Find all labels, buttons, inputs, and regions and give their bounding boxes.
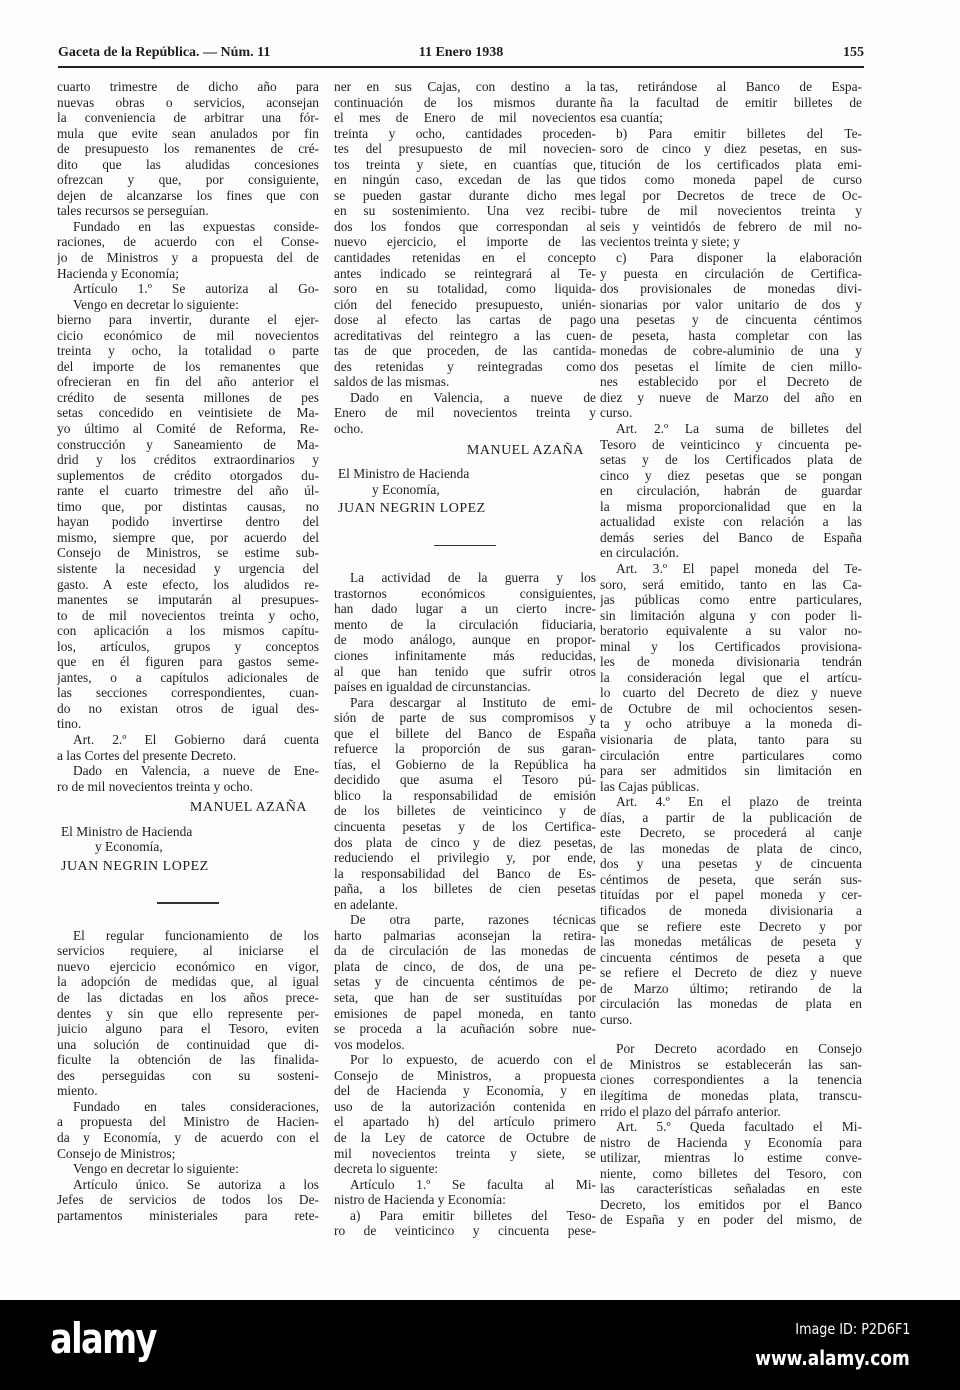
- paragraph: [57, 219, 319, 281]
- text-line: las monedas metálicas de peseta y: [600, 934, 862, 950]
- text-line: en su sostenimiento. Una vez recibi-: [334, 203, 596, 219]
- text-line: ciones correspondientes a la tenencia: [600, 1072, 862, 1088]
- text-line: Tesoro de veinticinco y cincuenta pe-: [600, 436, 862, 452]
- text-line: tales recursos se perseguían.: [57, 203, 209, 219]
- text-line: trastornos económicos consiguientes,: [334, 585, 596, 601]
- text-line: jo de Ministros y a propuesta del de: [57, 250, 319, 266]
- text-line: mento de la circulación fiduciaria,: [334, 616, 596, 632]
- page-header: [58, 45, 864, 65]
- text-line: circulación las monedas de plata en: [600, 996, 862, 1012]
- text-line: la consideración legal que el artícu-: [600, 669, 862, 685]
- paragraph: [600, 794, 862, 1027]
- text-line: dos los fondos que correspondan al: [334, 218, 596, 234]
- text-line: continuación de los mismos durante: [334, 94, 596, 110]
- text-line: días, a partir de la publicación de: [600, 809, 862, 825]
- page-number: 155: [843, 45, 864, 60]
- text-line: decidido que asuma el Tesoro pú-: [334, 772, 596, 788]
- text-line: servicios requiere, al iniciarse el: [57, 943, 319, 959]
- text-line: céntimos de peseta, que serán sus-: [600, 871, 862, 887]
- text-line: ofrecieran en fin del año anterior el: [57, 374, 319, 390]
- text-line: dos plata de cinco y de diez pesetas,: [334, 834, 596, 850]
- text-line: plata de cinco, de dos, de una pe-: [334, 958, 596, 974]
- text-line: De otra parte, razones técnicas: [350, 912, 596, 928]
- text-line: una pesetas y de cincuenta céntimos: [600, 312, 862, 328]
- text-line: cincuenta pesetas y de los Certifica-: [334, 819, 596, 835]
- text-line: Fundado en tales consideraciones,: [73, 1098, 319, 1114]
- text-line: los, artículos, grupos y conceptos: [57, 638, 319, 654]
- text-line: de Marzo último; retirando de la: [600, 980, 862, 996]
- text-line: han dado lugar a un cierto incre-: [334, 601, 596, 617]
- paragraph: [57, 763, 319, 794]
- text-line: tino.: [57, 716, 82, 732]
- text-line: a las Cortes del presente Decreto.: [57, 747, 237, 763]
- paragraph: [57, 732, 319, 763]
- text-line: soro en su totalidad, como liquida-: [334, 281, 596, 297]
- text-line: vos modelos.: [334, 1036, 405, 1052]
- text-line: rante el cuarto trimestre del año úl-: [57, 483, 319, 499]
- text-line: la responsabilidad del Banco de Es-: [334, 865, 596, 881]
- text-line: Artículo único. Se autoriza a los: [73, 1176, 319, 1192]
- text-line: tas de que proceden, de las cantida-: [334, 343, 596, 359]
- text-line: y puesta en circulación de Certifica-: [600, 265, 862, 281]
- text-line: países en igualdad de circunstancias.: [334, 679, 531, 695]
- text-line: mula que evite sean anulados por fin: [57, 125, 319, 141]
- text-line: ña la facultad de emitir billetes de: [600, 94, 862, 110]
- text-line: Art. 2.º La suma de billetes del: [616, 421, 862, 437]
- text-line: sión de parte de sus compromisos y: [334, 710, 596, 726]
- text-line: partamentos ministeriales para rete-: [57, 1207, 319, 1223]
- text-line: cincuenta céntimos de peseta a que: [600, 949, 862, 965]
- text-line: este Decreto, se procederá al canje: [600, 825, 862, 841]
- paragraph: [57, 1099, 319, 1161]
- paragraph: [600, 79, 862, 126]
- text-line: nes establecido por el Decreto de: [600, 374, 862, 390]
- signature-line: y Economía,: [95, 839, 163, 855]
- text-line: de la Ley de catorce de Octubre de: [334, 1129, 596, 1145]
- text-line: sionarias por valor unitario de dos y: [600, 296, 862, 312]
- text-line: a propuesta del Ministro de Hacien-: [57, 1114, 319, 1130]
- text-line: la adopción de medidas que, al igual: [57, 974, 319, 990]
- text-line: titución de los certificados plata emi-: [600, 156, 862, 172]
- text-line: nuevo ejercicio, el importe de las: [334, 234, 596, 250]
- text-line: yo último al Comité de Reforma, Re-: [57, 421, 319, 437]
- text-line: mil novecientos treinta y siete, se: [334, 1145, 596, 1161]
- text-line: las secciones correspondientes, cuan-: [57, 685, 319, 701]
- text-line: beratorio equivalente a su valor no-: [600, 623, 862, 639]
- text-line: refuerce la proporción de sus garan-: [334, 741, 596, 757]
- signature-line: JUAN NEGRIN LOPEZ: [338, 501, 486, 517]
- text-line: cinco y diez pesetas que se pongan: [600, 467, 862, 483]
- text-line: una solución de continuidad que di-: [57, 1036, 319, 1052]
- text-line: niente, como billetes del Tesoro, con: [600, 1165, 862, 1181]
- paragraph: [600, 421, 862, 561]
- text-line: de las monedas de plata de cinco,: [600, 840, 862, 856]
- text-line: da y Economía, y de acuerdo con el: [57, 1129, 319, 1145]
- signature-line: El Ministro de Hacienda: [338, 466, 470, 482]
- text-line: circulación entre particulares como: [600, 747, 862, 763]
- text-line: al que han tenido que sufrir otros: [334, 663, 596, 679]
- text-line: legal por Decretos de trece de Oc-: [600, 187, 862, 203]
- text-line: tas, retirándose al Banco de Espa-: [600, 79, 862, 94]
- text-line: de las dictadas en los años prece-: [57, 990, 319, 1006]
- text-line: vecientos treinta y siete; y: [600, 234, 740, 250]
- section-divider: [157, 902, 219, 904]
- text-line: emisiones de papel moneda, en tanto: [334, 1005, 596, 1021]
- text-line: Consejo de Ministros;: [57, 1145, 176, 1161]
- text-line: la conveniencia de arbitrar una fór-: [57, 110, 319, 126]
- text-line: que el billete del Banco de España: [334, 725, 596, 741]
- section-divider: [434, 545, 496, 547]
- text-line: setas y de los Certificados plata de: [600, 452, 862, 468]
- text-line: cantidades retenidas en el concepto: [334, 250, 596, 266]
- text-line: jantes, o a capítulos adicionales de: [57, 669, 319, 685]
- text-line: diez y nueve de Marzo del año en: [600, 389, 862, 405]
- text-line: nistro de Hacienda y Economía para: [600, 1134, 862, 1150]
- text-line: ficulte la obtención de las finalida-: [57, 1052, 319, 1068]
- text-line: monedas de cobre-aluminio de una y: [600, 343, 862, 359]
- paragraph: [57, 1177, 319, 1224]
- text-line: que en él figuren para gastos seme-: [57, 654, 319, 670]
- text-line: que se refiere este Decreto y por: [600, 918, 862, 934]
- text-line: decreta lo siguente:: [334, 1161, 439, 1177]
- text-line: Por Decreto acordado en Consejo: [616, 1041, 862, 1057]
- text-line: Dado en Valencia, a nueve de: [350, 389, 596, 405]
- text-line: Art. 5.º Queda facultado el Mi-: [616, 1119, 862, 1135]
- text-line: sin limitación alguna y con poder li-: [600, 607, 862, 623]
- text-line: el apartado h) del artículo primero: [334, 1114, 596, 1130]
- text-line: de los billetes de veinticinco y de: [334, 803, 596, 819]
- text-line: Fundado en las expuestas conside-: [73, 218, 319, 234]
- text-line: tituídas por el papel moneda y cer-: [600, 887, 862, 903]
- text-line: soro de cinco y diez pesetas, en sus-: [600, 141, 862, 157]
- text-line: se pueden gastar durante dicho mes: [334, 187, 596, 203]
- text-line: de Octubre de mil ochocientos sesen-: [600, 700, 862, 716]
- text-column-1: [57, 79, 319, 1223]
- paragraph: [600, 1041, 862, 1119]
- text-line: Dado en Valencia, a nueve de Ene-: [73, 763, 319, 779]
- text-line: harto palmarias aconsejan la retira-: [334, 927, 596, 943]
- text-line: crédito de sesenta millones de pes: [57, 389, 319, 405]
- text-line: sistente la necesidad y urgencia del: [57, 560, 319, 576]
- text-line: ocho.: [334, 421, 364, 437]
- text-line: lo cuarto del Decreto de diez y nueve: [600, 685, 862, 701]
- paragraph: [57, 281, 319, 297]
- text-line: des perseguidas con su sosteni-: [57, 1067, 319, 1083]
- text-line: utilizar, mientras lo estime conve-: [600, 1150, 862, 1166]
- paragraph: [334, 695, 596, 913]
- text-line: ro de veinticinco y cincuenta pese-: [334, 1223, 596, 1239]
- text-line: del de Hacienda y Economía, y en: [334, 1083, 596, 1099]
- text-column-3: [600, 79, 862, 1228]
- text-line: paña, a los billetes de cien pesetas: [334, 881, 596, 897]
- text-line: jas públicas como entre particulares,: [600, 592, 862, 608]
- text-line: treinta y ocho, cantidades proceden-: [334, 125, 596, 141]
- text-line: visionaria de plata, tanto para su: [600, 731, 862, 747]
- text-line: Artículo 1.º Se faculta al Mi-: [350, 1176, 596, 1192]
- text-line: dos pesetas el límite de cien millo-: [600, 358, 862, 374]
- text-line: saldos de las mismas.: [334, 374, 450, 390]
- text-line: seta, que han de ser sustituídas por: [334, 990, 596, 1006]
- text-line: dose al efecto las cartas de pago: [334, 312, 596, 328]
- text-line: treinta y ocho, la totalidad o parte: [57, 343, 319, 359]
- text-line: tificados de moneda divisionaria a: [600, 902, 862, 918]
- text-line: el mes de Enero de mil novecientos: [334, 110, 596, 126]
- text-line: timo que, por distintas causas, no: [57, 498, 319, 514]
- text-line: tos treinta y siete, en cuantías que,: [334, 156, 596, 172]
- text-line: de modo análogo, aunque en propor-: [334, 632, 596, 648]
- text-line: dito que las aludidas concesiones: [57, 156, 319, 172]
- text-line: Art. 4.º En el plazo de treinta: [616, 794, 862, 810]
- text-line: acreditativas del reintegro a las cuen-: [334, 327, 596, 343]
- paragraph: [334, 1052, 596, 1176]
- text-line: setas y de cincuenta céntimos de pe-: [334, 974, 596, 990]
- text-line: antes indicado se reintegrará al Te-: [334, 265, 596, 281]
- text-line: ción del fenecido presupuesto, unién-: [334, 296, 596, 312]
- paragraph: [600, 1119, 862, 1228]
- text-line: des retenidas y reintegradas como: [334, 358, 596, 374]
- text-line: cuarto trimestre de dicho año para: [57, 79, 319, 94]
- text-line: en ningún caso, excedan de las que: [334, 172, 596, 188]
- text-line: bierno para invertir, durante el ejer-: [57, 312, 319, 328]
- paragraph: [334, 570, 596, 694]
- paragraph: [57, 312, 319, 732]
- text-line: uso de la autorización contenida en: [334, 1098, 596, 1114]
- paragraph: [334, 390, 596, 437]
- paragraph: [57, 79, 319, 219]
- text-line: La actividad de la guerra y los: [350, 570, 596, 586]
- text-line: les de moneda divisionaria tendrán: [600, 654, 862, 670]
- text-line: Enero de mil novecientos treinta y: [334, 405, 596, 421]
- minister-signature-block: [334, 466, 596, 517]
- text-line: nistro de Hacienda y Economía:: [334, 1192, 506, 1208]
- paragraph: [57, 1161, 319, 1177]
- text-line: reduciendo el privilegio y, por ende,: [334, 850, 596, 866]
- publication-title: Gaceta de la República. — Núm. 11: [58, 45, 271, 60]
- text-line: esa cuantía;: [600, 110, 663, 126]
- text-line: Consejo de Ministros, a propuesta: [334, 1067, 596, 1083]
- text-line: tías, el Gobierno de la República ha: [334, 756, 596, 772]
- text-line: ta y ocho atribuye a la moneda di-: [600, 716, 862, 732]
- text-line: las características señaladas en este: [600, 1181, 862, 1197]
- text-line: demás series del Banco de España: [600, 529, 862, 545]
- text-line: da de circulación de las monedas de: [334, 943, 596, 959]
- text-line: Decreto, los emitidos por el Banco: [600, 1196, 862, 1212]
- signature-line: y Economía,: [372, 481, 440, 497]
- text-line: Artículo 1.º Se autoriza al Go-: [73, 281, 319, 297]
- text-line: dos provisionales de monedas divi-: [600, 281, 862, 297]
- text-line: gasto. A este efecto, los aludidos re-: [57, 576, 319, 592]
- text-line: la misma proporcionalidad que en la: [600, 498, 862, 514]
- text-line: se proceda a la acuñación sobre nue-: [334, 1021, 596, 1037]
- header-rule: [58, 66, 864, 68]
- text-line: to de mil novecientos treinta y ocho,: [57, 607, 319, 623]
- text-line: nuevas obras o servicios, aconsejan: [57, 94, 319, 110]
- text-line: juicio alguno para el Tesoro, eviten: [57, 1021, 319, 1037]
- text-line: Vengo en decretar lo siguiente:: [73, 296, 239, 312]
- minister-signature-block: [57, 824, 319, 875]
- text-line: setas concedido en veintisiete de Ma-: [57, 405, 319, 421]
- paragraph: [600, 250, 862, 421]
- text-line: curso.: [600, 405, 633, 421]
- text-line: Art. 3.º El papel moneda del Te-: [616, 560, 862, 576]
- text-line: mismo, siempre que, por acuerdo del: [57, 529, 319, 545]
- text-line: a) Para emitir billetes del Teso-: [350, 1207, 596, 1223]
- paragraph: [600, 561, 862, 794]
- text-line: dentes y sin que ello represente per-: [57, 1005, 319, 1021]
- text-line: Por lo expuesto, de acuerdo con el: [350, 1052, 596, 1068]
- text-column-2: [334, 79, 596, 1239]
- text-line: actualidad existe con relación a las: [600, 514, 862, 530]
- text-line: rrido el plazo del párrafo anterior.: [600, 1103, 781, 1119]
- text-line: drid y los créditos extraordinarios y: [57, 452, 319, 468]
- text-line: se refiere el Decreto de diez y nueve: [600, 965, 862, 981]
- text-line: seis y veintidós de febrero de mil no-: [600, 218, 862, 234]
- text-line: dos y una pesetas y de cincuenta: [600, 856, 862, 872]
- text-line: Jefes de servicios de todos los De-: [57, 1192, 319, 1208]
- text-line: suplementos de crédito otorgados du-: [57, 467, 319, 483]
- text-line: Consejo de Ministros, se estime sub-: [57, 545, 319, 561]
- text-line: de peseta, hasta completar con las: [600, 327, 862, 343]
- text-line: Hacienda y Economía;: [57, 265, 179, 281]
- text-line: tubre de mil novecientos treinta y: [600, 203, 862, 219]
- text-line: Art. 2.º El Gobierno dará cuenta: [73, 731, 319, 747]
- text-line: Vengo en decretar lo siguiente:: [73, 1161, 239, 1177]
- text-line: El regular funcionamiento de los: [73, 927, 319, 943]
- text-line: blico la responsabilidad de emisión: [334, 787, 596, 803]
- paragraph: [600, 126, 862, 250]
- text-line: para ser admitidos sin limitación en: [600, 763, 862, 779]
- site-url: www.alamy.com: [755, 1346, 910, 1370]
- text-line: construcción y Saneamiento de Ma-: [57, 436, 319, 452]
- paragraph: [334, 1177, 596, 1208]
- text-line: Para descargar al Instituto de emi-: [350, 694, 596, 710]
- issue-date: 11 Enero 1938: [418, 45, 504, 60]
- text-line: miento.: [57, 1083, 98, 1099]
- text-line: curso.: [600, 1011, 633, 1027]
- text-line: manentes se imputarán al presupues-: [57, 592, 319, 608]
- text-line: de Ministros se establecerán las san-: [600, 1056, 862, 1072]
- signature-line: El Ministro de Hacienda: [61, 823, 193, 839]
- text-line: hayan podido invertirse dentro del: [57, 514, 319, 530]
- text-line: en circulación.: [600, 545, 679, 561]
- paragraph: [57, 928, 319, 1099]
- text-line: de presupuesto los remanentes de cré-: [57, 141, 319, 157]
- text-line: con aplicación a los mismos capítu-: [57, 623, 319, 639]
- text-line: ro de mil novecientos treinta y ocho.: [57, 778, 253, 794]
- paragraph: [334, 1208, 596, 1239]
- text-line: ner en sus Cajas, con destino a la: [334, 79, 596, 94]
- text-line: b) Para emitir billetes del Te-: [616, 125, 862, 141]
- paragraph: [334, 79, 596, 390]
- text-line: de España y en poder del mismo, de: [600, 1212, 862, 1228]
- signature: MANUEL AZAÑA: [189, 800, 307, 816]
- text-line: tes del presupuesto de mil novecien-: [334, 141, 596, 157]
- text-line: soro, será emitido, tanto en las Ca-: [600, 576, 862, 592]
- paragraph: [57, 297, 319, 313]
- text-line: do no existan otros de igual des-: [57, 700, 319, 716]
- text-line: cicio económico de mil novecientos: [57, 327, 319, 343]
- text-line: las Cajas públicas.: [600, 778, 700, 794]
- watermark-banner: [0, 1300, 960, 1390]
- text-line: ofrezcan y que, por consiguiente,: [57, 172, 319, 188]
- alamy-logo: alamy: [50, 1314, 156, 1363]
- paragraph: [334, 912, 596, 1052]
- text-line: raciones, de acuerdo con el Conse-: [57, 234, 319, 250]
- signature-line: JUAN NEGRIN LOPEZ: [61, 858, 209, 874]
- text-line: dejen de alcanzarse los fines que con: [57, 187, 319, 203]
- text-line: en adelante.: [334, 896, 398, 912]
- text-line: en circulación, habrán de guardar: [600, 483, 862, 499]
- text-line: c) Para disponer la elaboración: [616, 250, 862, 266]
- signature: MANUEL AZAÑA: [466, 442, 584, 458]
- text-line: tidos como moneda papel de curso: [600, 172, 862, 188]
- image-id-label: Image ID: P2D6F1: [794, 1320, 910, 1338]
- text-line: ciones infinitamente más reducidas,: [334, 648, 596, 663]
- text-line: nuevo ejercicio económico en vigor,: [57, 958, 319, 974]
- text-line: minal y los Certificados provisiona-: [600, 638, 862, 654]
- text-line: del importe de los remanentes que: [57, 358, 319, 374]
- text-line: ilegítima de monedas plata, transcu-: [600, 1088, 862, 1103]
